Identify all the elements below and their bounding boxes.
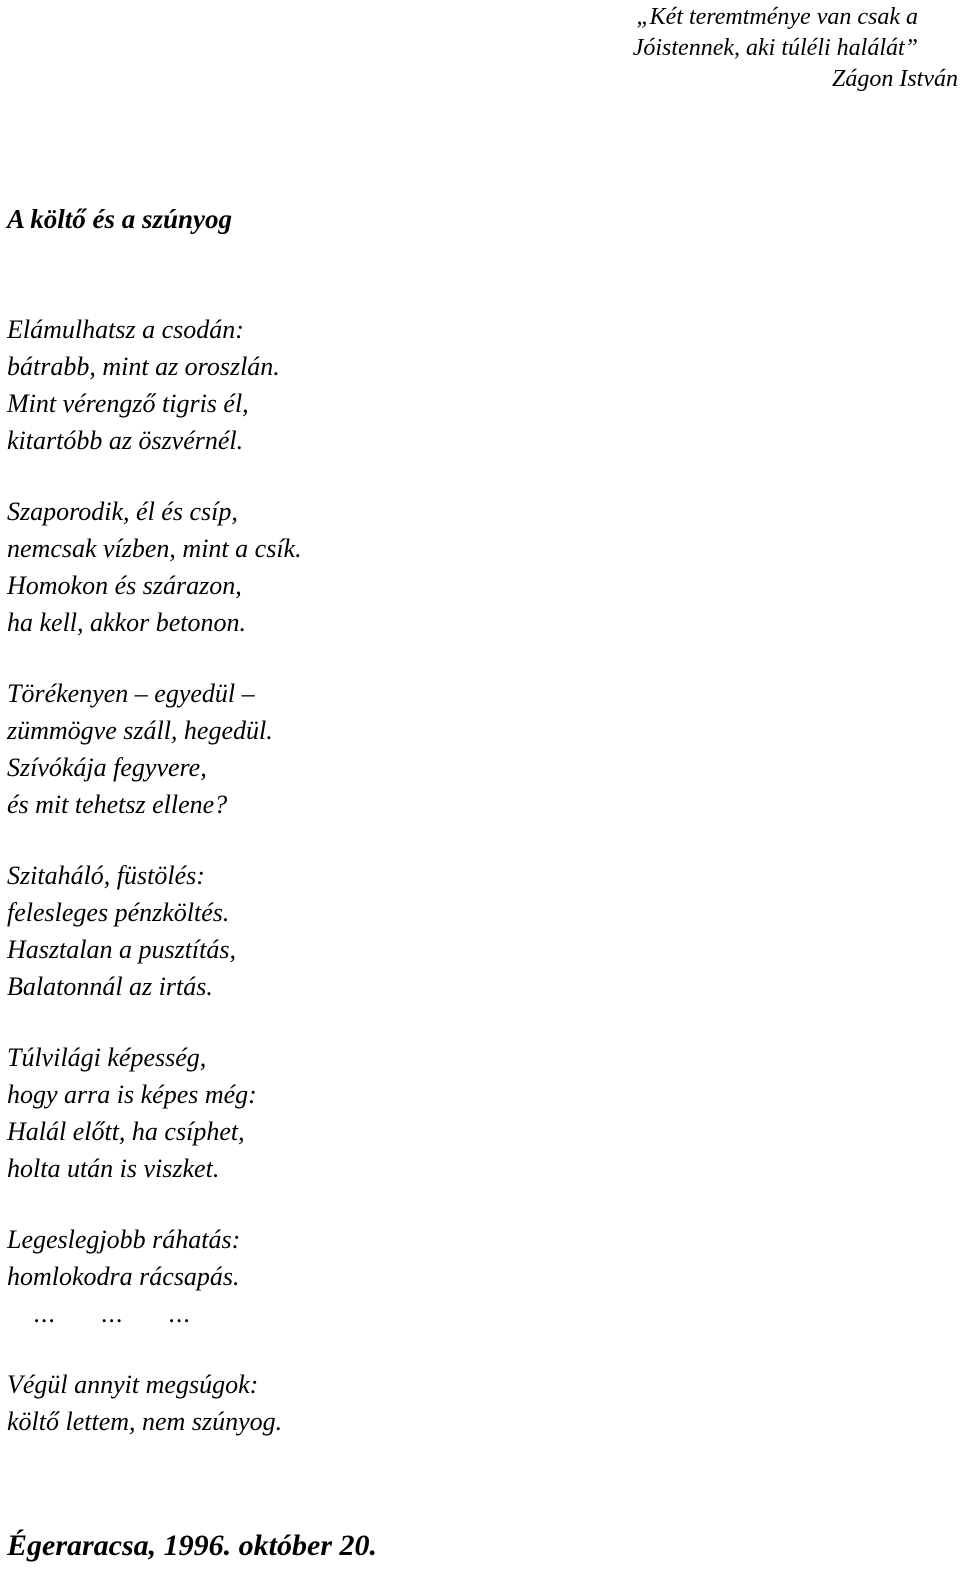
poem-line: Elámulhatsz a csodán: <box>7 315 244 344</box>
poem-line: Végül annyit megsúgok: <box>7 1370 259 1399</box>
poem-line: nemcsak vízben, mint a csík. <box>7 534 302 563</box>
poem-line: Szitaháló, füstölés: <box>7 861 205 890</box>
stanza <box>7 493 302 641</box>
poem-line: hogy arra is képes még: <box>7 1080 257 1109</box>
stanza <box>7 1039 302 1187</box>
poem-title: A költő és a szúnyog <box>7 204 233 234</box>
poem-line: Szaporodik, él és csíp, <box>7 497 238 526</box>
poem-line: bátrabb, mint az oroszlán. <box>7 352 280 381</box>
poem-line: költő lettem, nem szúnyog. <box>7 1407 283 1436</box>
poem-line: Legeslegjobb ráhatás: <box>7 1225 241 1254</box>
poem-line: Szívókája fegyvere, <box>7 753 207 782</box>
place-and-date: Égeraracsa, 1996. október 20. <box>7 1529 377 1562</box>
poem-line: homlokodra rácsapás. <box>7 1262 240 1291</box>
poem-line: felesleges pénzköltés. <box>7 898 230 927</box>
stanza <box>7 857 302 1005</box>
motto-line-1: „Két teremtménye van csak a <box>636 4 918 30</box>
ellipsis-separator: ... ... ... <box>34 1299 192 1328</box>
poem-body <box>7 311 302 1474</box>
motto-author: Zágon István <box>832 66 958 92</box>
final-stanza <box>7 1366 302 1440</box>
motto-line-2: Jóistennek, aki túléli halálát” <box>632 35 918 61</box>
stanza <box>7 1221 302 1295</box>
poem-line: Balatonnál az irtás. <box>7 972 213 1001</box>
poem-line: Mint vérengző tigris él, <box>7 389 249 418</box>
poem-line: Törékenyen – egyedül – <box>7 679 255 708</box>
poem-line: Túlvilági képesség, <box>7 1043 207 1072</box>
motto-epigraph <box>633 2 958 95</box>
stanza <box>7 675 302 823</box>
poem-line: ha kell, akkor betonon. <box>7 608 246 637</box>
poem-line: kitartóbb az öszvérnél. <box>7 426 244 455</box>
poem-line: zümmögve száll, hegedül. <box>7 716 273 745</box>
poem-line: Homokon és szárazon, <box>7 571 242 600</box>
poem-line: holta után is viszket. <box>7 1154 220 1183</box>
poem-line: és mit tehetsz ellene? <box>7 790 228 819</box>
stanza <box>7 311 302 459</box>
poem-line: Hasztalan a pusztítás, <box>7 935 236 964</box>
poem-line: Halál előtt, ha csíphet, <box>7 1117 245 1146</box>
